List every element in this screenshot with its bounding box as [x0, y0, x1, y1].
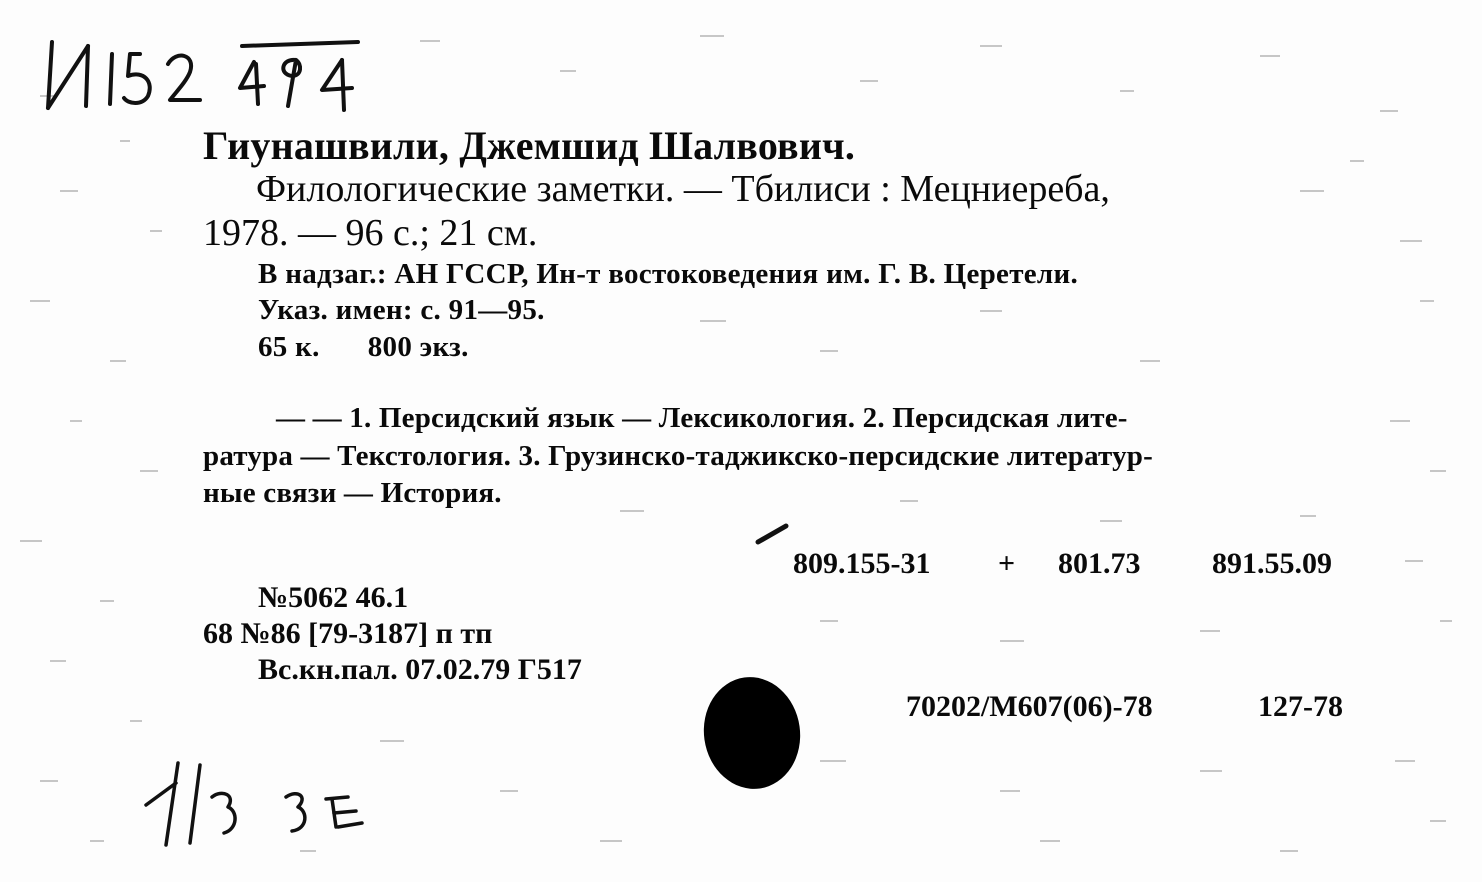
code-left: 70202/М607(06)-78	[906, 690, 1153, 723]
tech-line-2: 68 №86 [79-3187] п тп	[203, 617, 493, 650]
udc-plus: +	[998, 547, 1016, 580]
note-header: В надзаг.: АН ГССР, Ин-т востоковедения им. Г. В. Церетели.	[258, 258, 1079, 290]
udc-primary: 809.155-31	[793, 547, 931, 580]
price-run-line	[258, 333, 469, 362]
note-index: Указ. имен: с. 91—95.	[258, 294, 545, 326]
print-run: 800 экз.	[367, 331, 469, 363]
subjects-line-2: ратура — Текстология. 3. Грузинско-таджикско-персидские литератур-	[203, 440, 1153, 472]
author-heading: Гиунашвили, Джемшид Шалвович.	[203, 123, 856, 168]
code-right: 127-78	[1258, 690, 1343, 723]
tech-line-3: Вс.кн.пал. 07.02.79 Г517	[258, 653, 582, 686]
pen-tick-mark	[754, 522, 794, 546]
udc-secondary: 801.73	[1058, 547, 1141, 580]
handwritten-shelfmark	[30, 20, 360, 120]
subjects-line-1: — — 1. Персидский язык — Лексикология. 2. Персидская лите-	[276, 402, 1128, 434]
tech-line-1: №5062 46.1	[258, 581, 409, 614]
title-line: Филологические заметки. — Тбилиси : Мецниереба,	[256, 168, 1110, 210]
subjects-line-3: ные связи — История.	[203, 477, 502, 509]
udc-tertiary: 891.55.09	[1212, 547, 1332, 580]
imprint-line: 1978. — 96 с.; 21 см.	[203, 212, 538, 254]
price: 65 к.	[258, 331, 320, 363]
handwritten-mark	[140, 755, 380, 855]
